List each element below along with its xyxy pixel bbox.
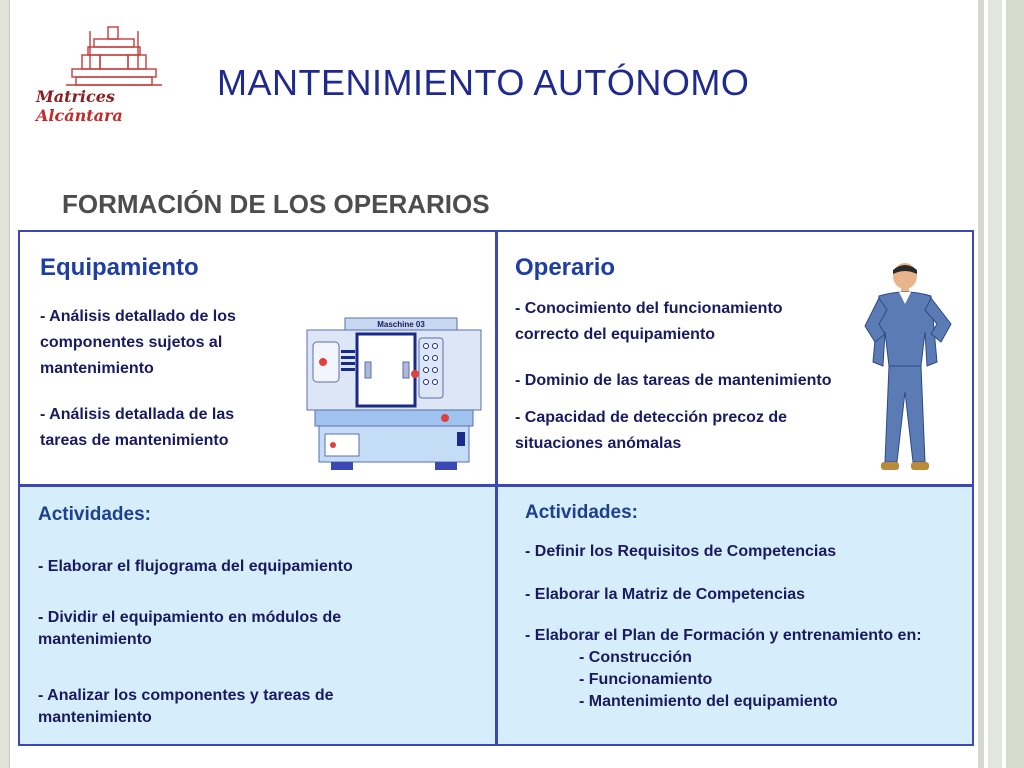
equipamiento-heading: Equipamiento xyxy=(40,254,199,281)
text-line: - Elaborar el flujograma del equipamiento xyxy=(38,558,353,575)
logo-word-alcantara: Alcántara xyxy=(36,106,123,125)
logo-word-matrices: Matrices xyxy=(36,87,115,106)
text-line: - Análisis detallada de las xyxy=(40,406,235,423)
subitem-funcionamiento: - Funcionamiento xyxy=(579,671,713,688)
text-line: - Conocimiento del funcionamiento xyxy=(515,300,783,317)
actividad-item-1 xyxy=(38,556,353,578)
operario-heading: Operario xyxy=(515,254,616,281)
operario-item-2 xyxy=(515,368,832,394)
actividades-heading: Actividades: xyxy=(525,502,638,523)
text-line: situaciones anómalas xyxy=(515,435,682,452)
text-line: mantenimiento xyxy=(40,360,154,377)
actividad-item-2: - Elaborar la Matriz de Competencias xyxy=(525,586,806,603)
text-line: - Dividir el equipamiento en módulos de xyxy=(38,609,342,626)
text-line: mantenimiento xyxy=(38,709,152,726)
actividad-item-3 xyxy=(38,685,334,729)
right-decorative-rule xyxy=(1006,0,1024,768)
operario-cell xyxy=(497,232,972,486)
content-grid xyxy=(18,230,974,746)
machine-label: Maschine 03 xyxy=(377,320,425,329)
subitem-construccion: - Construcción xyxy=(579,649,692,666)
slide-subtitle: FORMACIÓN DE LOS OPERARIOS xyxy=(62,189,490,219)
grid-divider-vertical xyxy=(495,232,498,744)
actividades-heading: Actividades: xyxy=(38,504,151,525)
right-decorative-rule xyxy=(988,0,1002,768)
actividad-item-1: - Definir los Requisitos de Competencias xyxy=(525,543,837,560)
subitem-mantenimiento: - Mantenimiento del equipamiento xyxy=(579,693,838,710)
text-line: correcto del equipamiento xyxy=(515,326,716,343)
text-line: - Capacidad de detección precoz de xyxy=(515,409,788,426)
actividades-equipamiento-cell xyxy=(20,486,497,744)
text-line: - Análisis detallado de los xyxy=(40,308,236,325)
equipamiento-item-1 xyxy=(40,304,236,382)
left-decorative-rule xyxy=(0,0,10,768)
equipamiento-item-2 xyxy=(40,402,234,454)
text-line: - Dominio de las tareas de mantenimiento xyxy=(515,372,832,389)
logo-wordmark xyxy=(36,87,206,125)
worker-illustration xyxy=(857,262,959,478)
equipamiento-cell xyxy=(20,232,497,486)
actividades-operario-cell xyxy=(497,486,972,744)
actividad-item-3: - Elaborar el Plan de Formación y entrenamiento en: xyxy=(525,627,922,644)
company-logo xyxy=(36,25,206,125)
operario-item-1 xyxy=(515,296,783,348)
actividad-item-2 xyxy=(38,607,341,651)
right-decorative-rule xyxy=(978,0,984,768)
actividad-subitems xyxy=(579,647,838,713)
cnc-machine-illustration xyxy=(305,316,483,472)
text-line: mantenimiento xyxy=(38,631,152,648)
operario-item-3 xyxy=(515,405,787,457)
grid-divider-horizontal xyxy=(20,484,972,487)
slide-title: MANTENIMIENTO AUTÓNOMO xyxy=(217,62,750,103)
matrix-press-icon xyxy=(36,25,206,89)
text-line: - Analizar los componentes y tareas de xyxy=(38,687,334,704)
text-line: tareas de mantenimiento xyxy=(40,432,229,449)
text-line: componentes sujetos al xyxy=(40,334,223,351)
